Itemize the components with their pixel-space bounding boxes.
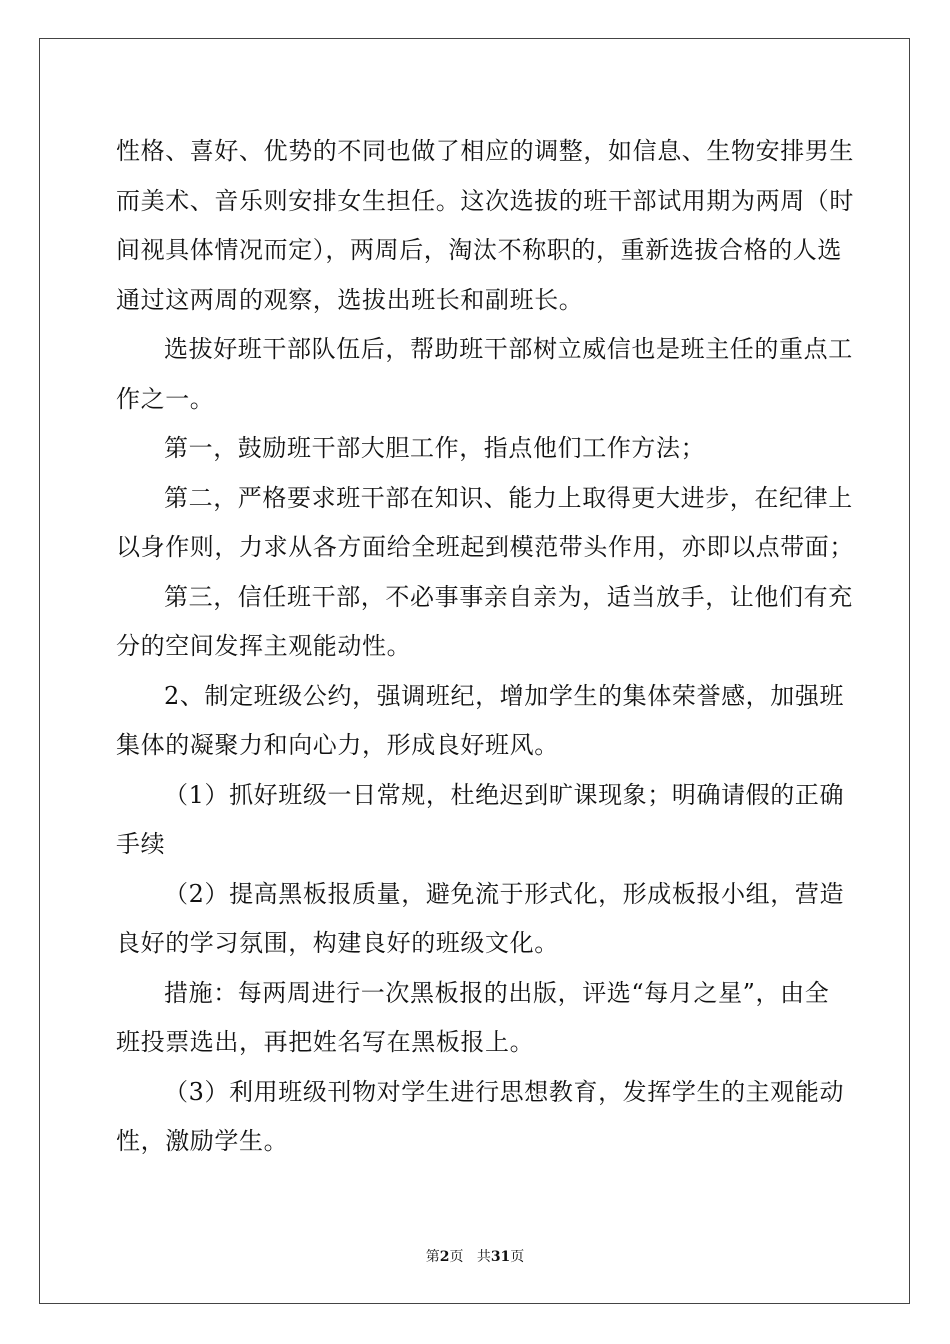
text-line: （3）利用班级刊物对学生进行思想教育，发挥学生的主观能动: [164, 1077, 845, 1106]
total-page-count: 31: [490, 1249, 511, 1265]
text-line: 第三，信任班干部，不必事事亲自亲为，适当放手，让他们有充: [164, 582, 853, 611]
text-line: 间视具体情况而定），两周后，淘汰不称职的，重新选拔合格的人选: [116, 236, 842, 264]
paragraph: [116, 771, 845, 870]
paragraph: [116, 474, 854, 573]
text-line: 而美术、音乐则安排女生担任。这次选拔的班干部试用期为两周（时: [116, 186, 854, 215]
text-line: 性格、喜好、优势的不同也做了相应的调整，如信息、生物安排男生: [116, 137, 854, 165]
text-line: 第二，严格要求班干部在知识、能力上取得更大进步，在纪律上: [164, 483, 853, 512]
paragraph: [116, 424, 836, 474]
footer-total-prefix: 共: [476, 1249, 491, 1265]
text-line: 集体的凝聚力和向心力，形成良好班风。: [116, 731, 559, 759]
document-body: [116, 127, 854, 1167]
paragraph: [116, 672, 845, 771]
paragraph: [116, 969, 836, 1068]
text-line: 第一，鼓励班干部大胆工作，指点他们工作方法；: [164, 434, 706, 462]
paragraph: [116, 127, 854, 325]
text-line: 通过这两周的观察，选拔出班长和副班长。: [116, 285, 584, 314]
footer-total-suffix: 页: [510, 1249, 525, 1265]
text-line: 良好的学习氛围，构建良好的班级文化。: [116, 929, 559, 957]
text-line: 2、制定班级公约，强调班纪，增加学生的集体荣誉感，加强班: [164, 681, 845, 710]
text-line: （1）抓好班级一日常规，杜绝迟到旷课现象；明确请假的正确: [164, 780, 845, 809]
text-line: （2）提高黑板报质量，避免流于形式化，形成板报小组，营造: [164, 879, 845, 908]
text-line: 分的空间发挥主观能动性。: [116, 632, 412, 660]
text-line: 作之一。: [116, 384, 215, 413]
text-line: 性，激励学生。: [116, 1127, 289, 1155]
page-footer: [0, 1246, 950, 1266]
paragraph: [116, 573, 853, 672]
footer-prefix: 第: [425, 1249, 440, 1265]
current-page-number: 2: [439, 1249, 450, 1265]
paragraph: [116, 325, 853, 424]
text-line: 班投票选出，再把姓名写在黑板报上。: [116, 1028, 535, 1056]
footer-page-suffix: 页: [449, 1249, 464, 1265]
text-line: 以身作则，力求从各方面给全班起到模范带头作用，亦即以点带面；: [116, 533, 854, 561]
text-line: 手续: [116, 830, 166, 858]
text-line: 措施：每两周进行一次黑板报的出版，评选“每月之星”，由全: [164, 978, 830, 1007]
paragraph: [116, 870, 845, 969]
text-line: 选拔好班干部队伍后，帮助班干部树立威信也是班主任的重点工: [164, 335, 853, 363]
paragraph: [116, 1068, 845, 1167]
